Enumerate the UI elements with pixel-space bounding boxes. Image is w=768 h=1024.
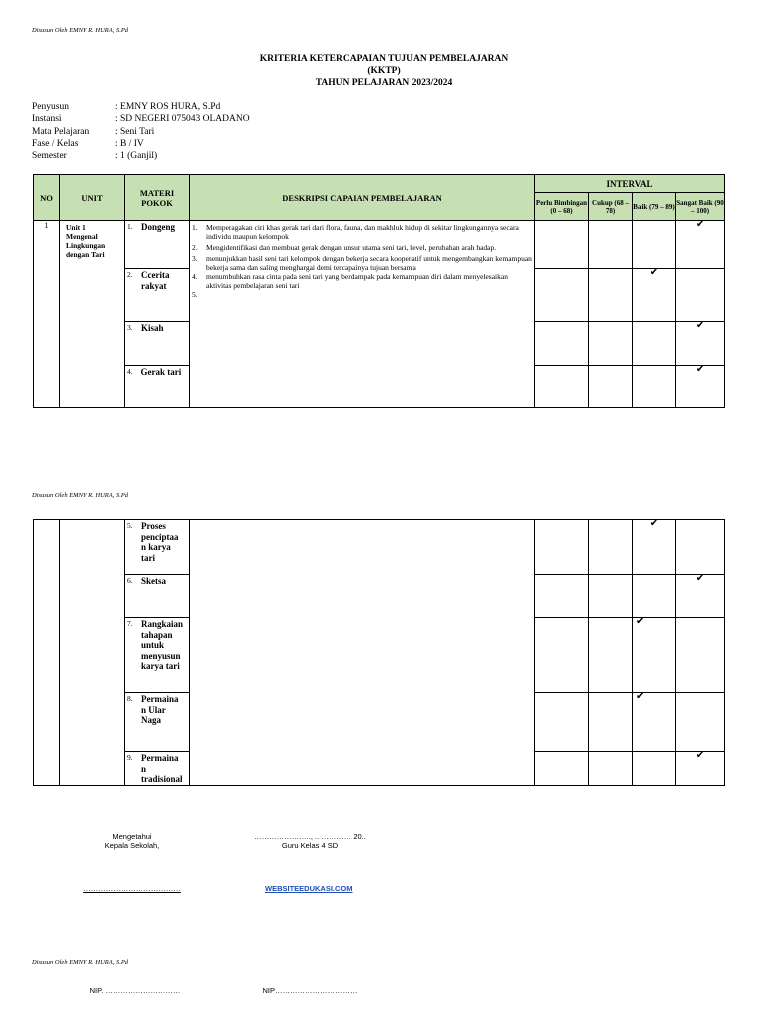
cell-perlu: [535, 618, 589, 693]
info-label: Fase / Kelas: [32, 138, 79, 149]
cell-perlu: [535, 693, 589, 752]
info-value: : EMNY ROS HURA, S.Pd: [115, 102, 221, 112]
signature-left-line2: Kepala Sekolah,: [104, 841, 160, 850]
info-value: : Seni Tari: [115, 126, 155, 137]
kktp-table-continued: [33, 519, 725, 786]
cell-cukup: [589, 269, 633, 322]
cell-perlu: [535, 520, 589, 575]
check-mark: ✔: [676, 322, 725, 366]
info-label: Instansi: [32, 114, 62, 125]
cell-sangat: [676, 618, 725, 693]
cell-cukup: [589, 752, 633, 786]
check-mark: ✔: [633, 693, 676, 752]
check-mark: ✔: [676, 575, 725, 618]
materi-item: 4. Gerak tari: [125, 366, 190, 408]
cell-cukup: [589, 322, 633, 366]
website-link[interactable]: WEBSITEEDUKASI.COM: [265, 884, 353, 893]
header-unit: UNIT: [60, 175, 125, 221]
check-mark: ✔: [633, 618, 676, 693]
cell-baik: [633, 366, 676, 408]
nip-left: NIP. …………………………: [89, 986, 181, 995]
info-value: : SD NEGERI 075043 OLADANO: [115, 114, 250, 125]
materi-item: 9. Permaina n tradisional: [125, 752, 190, 786]
cell-cukup: [589, 520, 633, 575]
signature-right-line2: Guru Kelas 4 SD: [281, 841, 339, 850]
header-deskripsi: DESKRIPSI CAPAIAN PEMBELAJARAN: [190, 175, 535, 221]
deskripsi-cell: [190, 221, 535, 408]
header-interval: INTERVAL: [535, 175, 725, 193]
header-sangat: Sangat Baik (90 – 100): [676, 193, 725, 221]
materi-item: 7. Rangkaian tahapan untuk menyusun karya tari: [125, 618, 190, 693]
header-no: NO: [34, 175, 60, 221]
title-line-2: (KKTP): [367, 66, 401, 76]
cell-perlu: [535, 221, 589, 269]
desc-item: 4. menumbuhkan rasa cinta pada seni tari yang berdampak pada kemampuan diri dalam menyelesaikan aktivitas pembelajaran seni tari: [192, 272, 508, 290]
signature-left-blank: …………………………………: [83, 884, 181, 893]
cell-cukup: [589, 575, 633, 618]
info-value: : B / IV: [115, 138, 144, 149]
info-label: Semester: [32, 151, 67, 162]
materi-item: 1. Dongeng: [125, 221, 190, 269]
cell-baik: [633, 752, 676, 786]
document-title: [0, 53, 768, 89]
cell-sangat: [676, 269, 725, 322]
page-header-note-3: Disusun Oleh EMNY R. HURA, S.Pd: [32, 959, 129, 966]
info-block: [32, 101, 250, 162]
deskripsi-cell-empty: [190, 520, 535, 786]
info-value: : 1 (Ganjil): [115, 151, 158, 162]
cell-perlu: [535, 269, 589, 322]
page-header-note: Disusun Oleh EMNY R. HURA, S.Pd: [32, 27, 129, 34]
cell-cukup: [589, 366, 633, 408]
cell-cukup: [589, 693, 633, 752]
cell-cukup: [589, 618, 633, 693]
title-line-3: TAHUN PELAJARAN 2023/2024: [315, 78, 453, 88]
kktp-table: [33, 174, 725, 408]
desc-item: 5.: [192, 290, 198, 299]
page-header-note-2: Disusun Oleh EMNY R. HURA, S.Pd: [32, 492, 129, 499]
signature-left-line1: Mengetahui: [112, 832, 152, 841]
cell-perlu: [535, 366, 589, 408]
cell-sangat: [676, 520, 725, 575]
header-materi: MATERI POKOK: [125, 175, 190, 221]
info-label: Penyusun: [32, 102, 69, 112]
materi-item: 6. Sketsa: [125, 575, 190, 618]
row-no-empty: [34, 520, 60, 786]
check-mark: ✔: [633, 269, 676, 322]
materi-item: 2. Ccerita rakyat: [125, 269, 190, 322]
cell-perlu: [535, 575, 589, 618]
cell-baik: [633, 575, 676, 618]
check-mark: ✔: [676, 221, 725, 269]
check-mark: ✔: [676, 366, 725, 408]
cell-perlu: [535, 752, 589, 786]
info-label: Mata Pelajaran: [32, 126, 90, 137]
materi-item: 3. Kisah: [125, 322, 190, 366]
header-baik: Baik (79 – 89): [633, 193, 676, 221]
cell-cukup: [589, 221, 633, 269]
desc-item: 3. menunjukkan hasil seni tari kelompok dengan bekerja secara kooperatif untuk mengembangkan kemampuan bekerja sama dan saling menghargai demi tercapainya tujuan bersama: [192, 254, 532, 272]
cell-sangat: [676, 693, 725, 752]
signature-right-line1: ………………….., .. ………… 20..: [254, 832, 366, 841]
signature-left: [82, 832, 182, 850]
check-mark: ✔: [676, 752, 725, 786]
signature-right: [240, 832, 380, 850]
header-cukup: Cukup (68 – 78): [589, 193, 633, 221]
desc-item: 1. Memperagakan ciri khas gerak tari dari flora, fauna, dan makhluk hidup di sekitar lingkungannya secara individu maupun kelompok: [192, 223, 519, 241]
title-line-1: KRITERIA KETERCAPAIAN TUJUAN PEMBELAJARAN: [259, 54, 509, 64]
desc-item: 2. Mengidentifikasi dan membuat gerak dengan unsur utama seni tari, level, perubahan arah hadap.: [192, 243, 497, 252]
check-mark: ✔: [633, 520, 676, 575]
unit-cell-empty: [60, 520, 125, 786]
materi-item: 8. Permaina n Ular Naga: [125, 693, 190, 752]
row-no: 1: [34, 221, 60, 408]
materi-item: 5. Proses penciptaa n karya tari: [125, 520, 190, 575]
unit-cell: Unit 1 Mengenal Lingkungan dengan Tari: [60, 221, 125, 408]
cell-baik: [633, 322, 676, 366]
header-perlu: Perlu Bimbingan (0 – 68): [535, 193, 589, 221]
cell-baik: [633, 221, 676, 269]
cell-perlu: [535, 322, 589, 366]
nip-right: NIP……………………………: [262, 986, 358, 995]
